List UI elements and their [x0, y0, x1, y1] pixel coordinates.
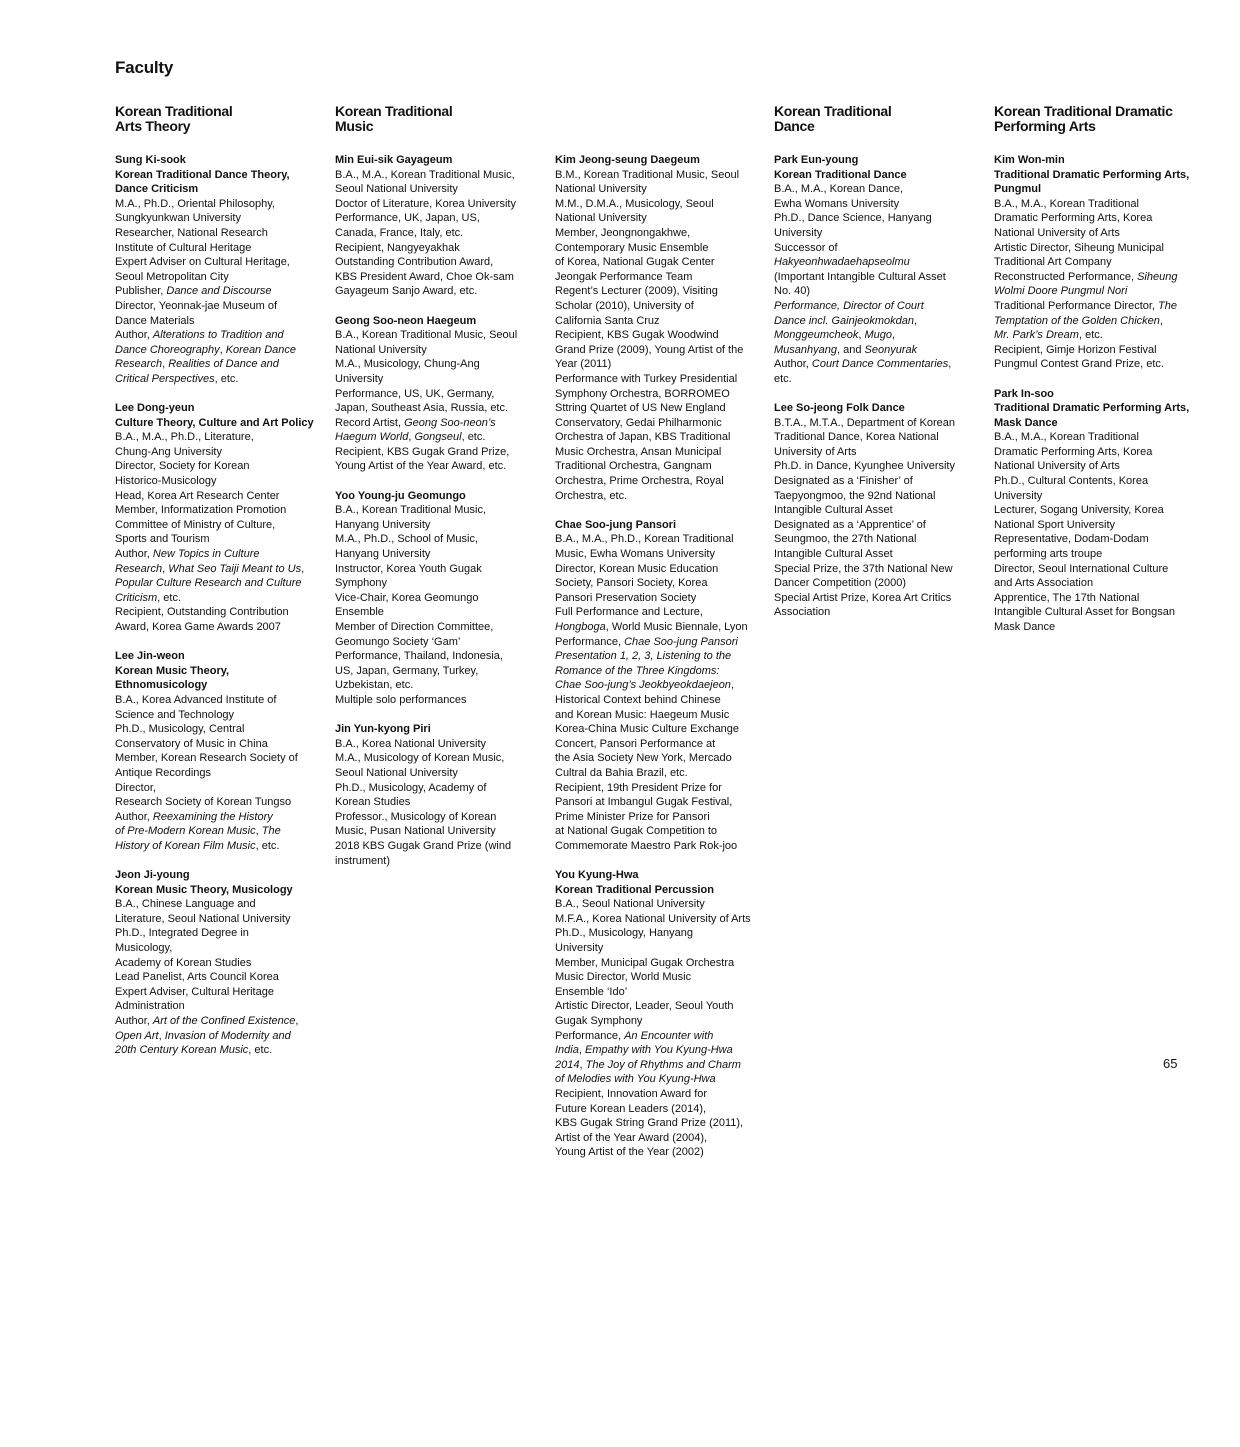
faculty-detail-line: Grand Prize (2009), Young Artist of the: [555, 343, 744, 356]
faculty-detail-line: Author, Art of the Confined Existence,: [115, 1015, 299, 1028]
faculty-detail-line: at National Gugak Competition to: [555, 825, 718, 838]
faculty-detail-line: Performance, UK, Japan, US,: [335, 212, 480, 225]
faculty-detail-line: Criticism, etc.: [115, 591, 182, 604]
faculty-detail-line: Orchestra of Japan, KBS Traditional: [555, 431, 731, 444]
faculty-detail-line: National University: [555, 212, 647, 225]
faculty-detail-line: Future Korean Leaders (2014),: [555, 1102, 707, 1115]
faculty-detail-line: Hanyang University: [335, 518, 431, 531]
faculty-detail-line: Designated as a ‘Apprentice’ of: [774, 518, 926, 531]
faculty-detail-line: Open Art, Invasion of Modernity and: [115, 1029, 291, 1042]
faculty-detail-line: Representative, Dodam-Dodam: [994, 533, 1149, 546]
faculty-detail-line: Ph.D., Dance Science, Hanyang: [774, 212, 932, 225]
faculty-detail-line: Seoul National University: [335, 183, 458, 196]
faculty-detail-line: Chae Soo-jung’s Jeokbyeokdaejeon,: [555, 679, 734, 692]
faculty-detail-line: Member, Jeongnongakhwe,: [555, 226, 691, 239]
faculty-detail-line: Author, Alterations to Tradition and: [115, 329, 284, 342]
faculty-detail-line: Ensemble: [335, 606, 384, 619]
faculty-entry: [115, 868, 327, 1058]
faculty-detail-line: KBS Gugak String Grand Prize (2011),: [555, 1117, 744, 1130]
faculty-detail-line: Taepyongmoo, the 92nd National: [774, 489, 936, 502]
faculty-detail-line: Doctor of Literature, Korea University: [335, 197, 516, 210]
faculty-name: Lee Dong-yeun: [115, 402, 195, 415]
faculty-detail-line: Academy of Korean Studies: [115, 956, 252, 969]
faculty-detail-line: Popular Culture Research and Culture: [115, 577, 302, 590]
faculty-detail-line: Traditional Art Company: [994, 256, 1112, 269]
faculty-detail-line: Record Artist, Geong Soo-neon’s: [335, 416, 496, 429]
faculty-entry: [994, 153, 1206, 372]
faculty-detail-line: Artistic Director, Siheung Municipal: [994, 241, 1164, 254]
column-dance: [774, 104, 986, 635]
page-title: Faculty: [115, 58, 174, 77]
faculty-detail-line: Symphony: [335, 577, 387, 590]
faculty-detail-line: Research, Realities of Dance and: [115, 358, 279, 371]
column-heading: Korean Traditional Dramatic Performing Arts: [994, 103, 1173, 134]
faculty-detail-line: B.A., M.A., Korean Traditional: [994, 197, 1139, 210]
faculty-detail-line: Korean Studies: [335, 796, 411, 809]
faculty-detail-line: Recipient, Nangyeyakhak: [335, 241, 460, 254]
faculty-name: Min Eui-sik Gayageum: [335, 154, 453, 166]
faculty-detail-line: Full Performance and Lecture,: [555, 606, 703, 619]
faculty-detail-line: B.A., M.A., Ph.D., Literature,: [115, 431, 254, 444]
column-music-cont: [555, 104, 767, 1175]
faculty-detail-line: B.A., M.A., Korean Dance,: [774, 183, 904, 196]
faculty-detail-line: Recipient, 19th President Prize for: [555, 781, 722, 794]
faculty-detail-line: Dance incl. Gainjeokmokdan,: [774, 314, 918, 327]
faculty-detail-line: and Arts Association: [994, 577, 1094, 590]
faculty-detail-line: History of Korean Film Music, etc.: [115, 839, 280, 852]
faculty-detail-line: Reconstructed Performance, Siheung: [994, 270, 1178, 283]
faculty-detail-line: Special Prize, the 37th National New: [774, 562, 953, 575]
faculty-detail-line: Pungmul Contest Grand Prize, etc.: [994, 358, 1164, 371]
faculty-entry: [774, 401, 986, 620]
faculty-entry: [555, 518, 767, 854]
faculty-detail-line: Historico-Musicology: [115, 475, 217, 488]
faculty-field: Traditional Dramatic Performing Arts,: [994, 402, 1190, 415]
faculty-detail-line: Japan, Southeast Asia, Russia, etc.: [335, 402, 509, 415]
faculty-detail-line: Research, What Seo Taiji Meant to Us,: [115, 562, 305, 575]
faculty-detail-line: Recipient, Gimje Horizon Festival: [994, 343, 1157, 356]
faculty-detail-line: M.A., Ph.D., Oriental Philosophy,: [115, 197, 275, 210]
faculty-detail-line: B.A., Korean Traditional Music,: [335, 504, 487, 517]
faculty-name: Lee So-jeong Folk Dance: [774, 402, 905, 415]
faculty-detail-line: Artistic Director, Leader, Seoul Youth: [555, 1000, 734, 1013]
faculty-detail-line: Director, Yeonnak-jae Museum of: [115, 299, 278, 312]
faculty-detail-line: Author, New Topics in Culture: [115, 548, 260, 561]
faculty-detail-line: M.A., Ph.D., School of Music,: [335, 533, 479, 546]
faculty-field: Traditional Dramatic Performing Arts,: [994, 168, 1190, 181]
faculty-name: Jeon Ji-young: [115, 869, 190, 882]
faculty-detail-line: 20th Century Korean Music, etc.: [115, 1044, 273, 1057]
faculty-detail-line: Performance, Chae Soo-jung Pansori: [555, 635, 738, 648]
faculty-field: Korean Traditional Dance Theory,: [115, 168, 290, 181]
faculty-detail-line: Gugak Symphony: [555, 1015, 643, 1028]
faculty-detail-line: Author, Court Dance Commentaries,: [774, 358, 952, 371]
faculty-detail-line: Sungkyunkwan University: [115, 212, 241, 225]
faculty-detail-line: Sttring Quartet of US New England: [555, 402, 726, 415]
faculty-detail-line: US, Japan, Germany, Turkey,: [335, 664, 479, 677]
faculty-detail-line: Young Artist of the Year (2002): [555, 1146, 704, 1159]
faculty-detail-line: Professor., Musicology of Korean: [335, 810, 497, 823]
faculty-name: Yoo Young-ju Geomungo: [335, 489, 466, 502]
faculty-field: Korean Traditional Dance: [774, 168, 907, 181]
faculty-detail-line: B.A., Korean Traditional Music, Seoul: [335, 329, 518, 342]
faculty-detail-line: Pansori Preservation Society: [555, 591, 697, 604]
faculty-detail-line: performing arts troupe: [994, 548, 1103, 561]
faculty-detail-line: Critical Perspectives, etc.: [115, 372, 239, 385]
faculty-detail-line: Cultral da Bahia Brazil, etc.: [555, 766, 688, 779]
faculty-detail-line: B.A., M.A., Korean Traditional Music,: [335, 168, 515, 181]
faculty-detail-line: Dance Materials: [115, 314, 195, 327]
faculty-detail-line: Pansori at Imbangul Gugak Festival,: [555, 796, 733, 809]
faculty-detail-line: Concert, Pansori Performance at: [555, 737, 716, 750]
faculty-detail-line: etc.: [774, 372, 792, 385]
faculty-detail-line: Ph.D., Musicology, Hanyang: [555, 927, 693, 940]
faculty-detail-line: Orchestra, etc.: [555, 489, 628, 502]
faculty-entry: [555, 868, 767, 1160]
faculty-detail-line: Outstanding Contribution Award,: [335, 256, 494, 269]
faculty-name: Lee Jin-weon: [115, 650, 185, 663]
faculty-field: Dance Criticism: [115, 183, 199, 196]
column-heading: Korean Traditional Dance: [774, 103, 892, 134]
faculty-name: Sung Ki-sook: [115, 154, 186, 166]
faculty-detail-line: Recipient, Outstanding Contribution: [115, 606, 289, 619]
faculty-detail-line: Director, Society for Korean: [115, 460, 250, 473]
faculty-detail-line: Traditional Performance Director, The: [994, 299, 1178, 312]
faculty-detail-line: Gayageum Sanjo Award, etc.: [335, 285, 478, 298]
faculty-detail-line: Science and Technology: [115, 708, 235, 721]
faculty-detail-line: Administration: [115, 1000, 185, 1013]
faculty-detail-line: B.T.A., M.T.A., Department of Korean: [774, 416, 955, 429]
faculty-detail-line: B.A., Korea Advanced Institute of: [115, 693, 277, 706]
faculty-detail-line: Conservatory, Gedai Philharmonic: [555, 416, 722, 429]
faculty-field: Ethnomusicology: [115, 679, 208, 692]
faculty-detail-line: Sports and Tourism: [115, 533, 210, 546]
faculty-detail-line: M.M., D.M.A., Musicology, Seoul: [555, 197, 714, 210]
faculty-detail-line: Special Artist Prize, Korea Art Critics: [774, 591, 952, 604]
faculty-detail-line: Korea-China Music Culture Exchange: [555, 723, 740, 736]
faculty-detail-line: Presentation 1, 2, 3, Listening to the: [555, 650, 732, 663]
faculty-detail-line: Canada, France, Italy, etc.: [335, 226, 464, 239]
faculty-detail-line: Orchestra, Prime Orchestra, Royal: [555, 475, 724, 488]
faculty-detail-line: University: [555, 942, 604, 955]
faculty-detail-line: Ewha Womans University: [774, 197, 900, 210]
faculty-detail-line: Scholar (2010), University of: [555, 299, 694, 312]
faculty-detail-line: of Korea, National Gugak Center: [555, 256, 715, 269]
faculty-detail-line: Traditional Orchestra, Gangnam: [555, 460, 712, 473]
faculty-detail-line: Haegum World, Gongseul, etc.: [335, 431, 486, 444]
faculty-detail-line: instrument): [335, 854, 391, 867]
faculty-detail-line: Committee of Ministry of Culture,: [115, 518, 276, 531]
column-heading: Korean Traditional Arts Theory: [115, 103, 233, 134]
faculty-detail-line: Director, Korean Music Education: [555, 562, 719, 575]
faculty-detail-line: Director,: [115, 781, 156, 794]
faculty-field: Korean Music Theory,: [115, 664, 230, 677]
faculty-detail-line: Uzbekistan, etc.: [335, 679, 414, 692]
faculty-detail-line: Performance, Thailand, Indonesia,: [335, 650, 503, 663]
faculty-detail-line: National University of Arts: [994, 460, 1120, 473]
faculty-detail-line: Dramatic Performing Arts, Korea: [994, 212, 1153, 225]
faculty-detail-line: Jeongak Performance Team: [555, 270, 693, 283]
faculty-detail-line: Dance Choreography, Korean Dance: [115, 343, 297, 356]
faculty-field: Mask Dance: [994, 416, 1058, 429]
faculty-detail-line: Member of Direction Committee,: [335, 621, 494, 633]
faculty-detail-line: National University: [335, 343, 427, 356]
faculty-detail-line: Author, Reexamining the History: [115, 810, 273, 823]
faculty-detail-line: Year (2011): [555, 358, 612, 371]
faculty-entry: [335, 489, 547, 708]
faculty-detail-line: Traditional Dance, Korea National: [774, 431, 939, 444]
faculty-detail-line: M.A., Musicology of Korean Music,: [335, 752, 505, 765]
faculty-name: Jin Yun-kyong Piri: [335, 723, 431, 736]
faculty-entry: [335, 314, 547, 475]
faculty-detail-line: Ph.D., Integrated Degree in: [115, 927, 249, 940]
faculty-detail-line: Music, Pusan National University: [335, 825, 496, 838]
faculty-detail-line: Hongboga, World Music Biennale, Lyon: [555, 621, 748, 633]
faculty-detail-line: Recipient, KBS Gugak Woodwind: [555, 329, 719, 342]
faculty-detail-line: Dancer Competition (2000): [774, 577, 907, 590]
faculty-detail-line: (Important Intangible Cultural Asset: [774, 270, 946, 283]
faculty-detail-line: Head, Korea Art Research Center: [115, 489, 280, 502]
faculty-detail-line: of Melodies with You Kyung-Hwa: [555, 1073, 716, 1086]
faculty-detail-line: University: [335, 372, 384, 385]
faculty-detail-line: Performance with Turkey Presidential: [555, 372, 738, 385]
faculty-detail-line: and Korean Music: Haegeum Music: [555, 708, 730, 721]
faculty-detail-line: Music, Ewha Womans University: [555, 548, 715, 561]
faculty-entry: [115, 401, 327, 635]
faculty-detail-line: Wolmi Doore Pungmul Nori: [994, 285, 1128, 298]
faculty-entry: [335, 722, 547, 868]
faculty-detail-line: National Sport University: [994, 518, 1116, 531]
faculty-detail-line: Society, Pansori Society, Korea: [555, 577, 708, 590]
faculty-detail-line: Prime Minister Prize for Pansori: [555, 810, 710, 823]
faculty-detail-line: 2014, The Joy of Rhythms and Charm: [555, 1058, 741, 1071]
faculty-detail-line: Research Society of Korean Tungso: [115, 796, 292, 809]
faculty-detail-line: Romance of the Three Kingdoms:: [555, 664, 720, 677]
faculty-detail-line: Conservatory of Music in China: [115, 737, 268, 750]
faculty-detail-line: National University of Arts: [994, 226, 1120, 239]
faculty-detail-line: Ph.D., Musicology, Academy of: [335, 781, 487, 794]
faculty-detail-line: Member, Municipal Gugak Orchestra: [555, 956, 735, 969]
column-arts-theory: [115, 104, 327, 1072]
faculty-detail-line: Seoul Metropolitan City: [115, 270, 229, 283]
faculty-name: You Kyung-Hwa: [555, 869, 639, 882]
faculty-detail-line: No. 40): [774, 285, 811, 298]
faculty-detail-line: University: [774, 226, 823, 239]
faculty-detail-line: Hanyang University: [335, 548, 431, 561]
faculty-detail-line: Symphony Orchestra, BORROMEO: [555, 387, 730, 400]
faculty-detail-line: 2018 KBS Gugak Grand Prize (wind: [335, 839, 512, 852]
faculty-entry: [994, 387, 1206, 635]
faculty-detail-line: Contemporary Music Ensemble: [555, 241, 709, 254]
faculty-detail-line: Seoul National University: [335, 766, 458, 779]
faculty-detail-line: B.A., Chinese Language and: [115, 898, 256, 911]
faculty-detail-line: Commemorate Maestro Park Rok-joo: [555, 839, 738, 852]
faculty-detail-line: Artist of the Year Award (2004),: [555, 1131, 708, 1144]
faculty-detail-line: B.A., M.A., Ph.D., Korean Traditional: [555, 533, 734, 546]
faculty-detail-line: Expert Adviser, Cultural Heritage: [115, 985, 274, 998]
faculty-detail-line: Literature, Seoul National University: [115, 912, 291, 925]
faculty-detail-line: Ph.D., Musicology, Central: [115, 723, 245, 736]
column-dramatic-arts: [994, 104, 1206, 649]
faculty-entry: [335, 153, 547, 299]
faculty-name: Park In-soo: [994, 387, 1054, 400]
faculty-field: Korean Traditional Percussion: [555, 883, 714, 896]
faculty-detail-line: Ph.D. in Dance, Kyunghee University: [774, 460, 955, 473]
faculty-name: Kim Jeong-seung Daegeum: [555, 154, 700, 166]
faculty-entry: [115, 649, 327, 853]
faculty-detail-line: Intangible Cultural Asset: [774, 504, 893, 517]
faculty-detail-line: Musicology,: [115, 942, 173, 955]
faculty-detail-line: B.A., Seoul National University: [555, 898, 705, 911]
faculty-entry: [115, 153, 327, 387]
faculty-detail-line: KBS President Award, Choe Ok-sam: [335, 270, 514, 283]
faculty-name: Park Eun-young: [774, 154, 859, 166]
faculty-detail-line: Geomungo Society ‘Gam’: [335, 635, 461, 648]
faculty-detail-line: Lead Panelist, Arts Council Korea: [115, 971, 279, 984]
faculty-detail-line: of Pre-Modern Korean Music, The: [115, 825, 281, 838]
faculty-detail-line: Temptation of the Golden Chicken,: [994, 314, 1163, 327]
faculty-name: Geong Soo-neon Haegeum: [335, 314, 477, 327]
faculty-detail-line: Publisher, Dance and Discourse: [115, 285, 272, 298]
faculty-detail-line: Director, Seoul International Culture: [994, 562, 1169, 575]
faculty-field: Korean Music Theory, Musicology: [115, 883, 293, 896]
faculty-detail-line: Researcher, National Research: [115, 226, 268, 239]
faculty-detail-line: Performance, US, UK, Germany,: [335, 387, 495, 400]
faculty-detail-line: Multiple solo performances: [335, 693, 467, 706]
faculty-detail-line: Hakyeonhwadaehapseolmu: [774, 256, 910, 269]
faculty-detail-line: M.F.A., Korea National University of Arts: [555, 912, 751, 925]
faculty-detail-line: National University: [555, 183, 647, 196]
faculty-detail-line: Intangible Cultural Asset for Bongsan: [994, 606, 1176, 619]
faculty-detail-line: Performance, Director of Court: [774, 299, 924, 312]
faculty-detail-line: Music Orchestra, Ansan Municipal: [555, 445, 722, 458]
faculty-detail-line: University: [994, 489, 1043, 502]
faculty-detail-line: Award, Korea Game Awards 2007: [115, 621, 281, 633]
faculty-detail-line: Ensemble ‘Ido’: [555, 985, 628, 998]
faculty-detail-line: Member, Informatization Promotion: [115, 504, 287, 517]
faculty-detail-line: Designated as a ‘Finisher’ of: [774, 475, 913, 488]
faculty-detail-line: Historical Context behind Chinese: [555, 693, 721, 706]
faculty-detail-line: Mr. Park’s Dream, etc.: [994, 329, 1103, 342]
faculty-detail-line: Lecturer, Sogang University, Korea: [994, 504, 1164, 517]
faculty-detail-line: B.M., Korean Traditional Music, Seoul: [555, 168, 740, 181]
faculty-entry: [555, 153, 767, 503]
faculty-detail-line: Chung-Ang University: [115, 445, 222, 458]
faculty-detail-line: Apprentice, The 17th National: [994, 591, 1140, 604]
faculty-field: Culture Theory, Culture and Art Policy: [115, 416, 314, 429]
faculty-detail-line: Successor of: [774, 241, 838, 254]
faculty-entry: [774, 153, 986, 387]
faculty-detail-line: Intangible Cultural Asset: [774, 548, 893, 561]
faculty-detail-line: University of Arts: [774, 445, 857, 458]
faculty-detail-line: India, Empathy with You Kyung-Hwa: [555, 1044, 733, 1057]
faculty-detail-line: Vice-Chair, Korea Geomungo: [335, 591, 479, 604]
faculty-field: Pungmul: [994, 183, 1042, 196]
faculty-detail-line: the Asia Society New York, Mercado: [555, 752, 732, 765]
faculty-detail-line: B.A., M.A., Korean Traditional: [994, 431, 1139, 444]
faculty-detail-line: Musanhyang, and Seonyurak: [774, 343, 918, 356]
faculty-name: Chae Soo-jung Pansori: [555, 518, 677, 531]
faculty-detail-line: Recipient, Innovation Award for: [555, 1088, 708, 1100]
faculty-detail-line: Antique Recordings: [115, 766, 212, 779]
faculty-detail-line: Young Artist of the Year Award, etc.: [335, 460, 507, 473]
column-music: [335, 104, 547, 883]
faculty-detail-line: Recipient, KBS Gugak Grand Prize,: [335, 445, 510, 458]
column-heading: [555, 104, 767, 134]
faculty-name: Kim Won-min: [994, 154, 1065, 166]
faculty-detail-line: Expert Adviser on Cultural Heritage,: [115, 256, 290, 269]
faculty-detail-line: Monggeumcheok, Mugo,: [774, 329, 896, 342]
faculty-detail-line: Instructor, Korea Youth Gugak: [335, 562, 482, 575]
page-number: 65: [1163, 1056, 1178, 1071]
faculty-detail-line: Ph.D., Cultural Contents, Korea: [994, 475, 1149, 488]
faculty-detail-line: Dramatic Performing Arts, Korea: [994, 445, 1153, 458]
faculty-detail-line: Association: [774, 606, 831, 619]
faculty-detail-line: Regent’s Lecturer (2009), Visiting: [555, 285, 718, 298]
faculty-detail-line: Mask Dance: [994, 621, 1056, 633]
faculty-detail-line: California Santa Cruz: [555, 314, 660, 327]
faculty-detail-line: Seungmoo, the 27th National: [774, 533, 917, 546]
faculty-detail-line: Member, Korean Research Society of: [115, 752, 298, 765]
faculty-detail-line: M.A., Musicology, Chung-Ang: [335, 358, 480, 371]
column-heading: Korean Traditional Music: [335, 103, 453, 134]
faculty-detail-line: Institute of Cultural Heritage: [115, 241, 252, 254]
faculty-detail-line: Music Director, World Music: [555, 971, 692, 984]
faculty-detail-line: Performance, An Encounter with: [555, 1029, 714, 1042]
faculty-detail-line: B.A., Korea National University: [335, 737, 487, 750]
